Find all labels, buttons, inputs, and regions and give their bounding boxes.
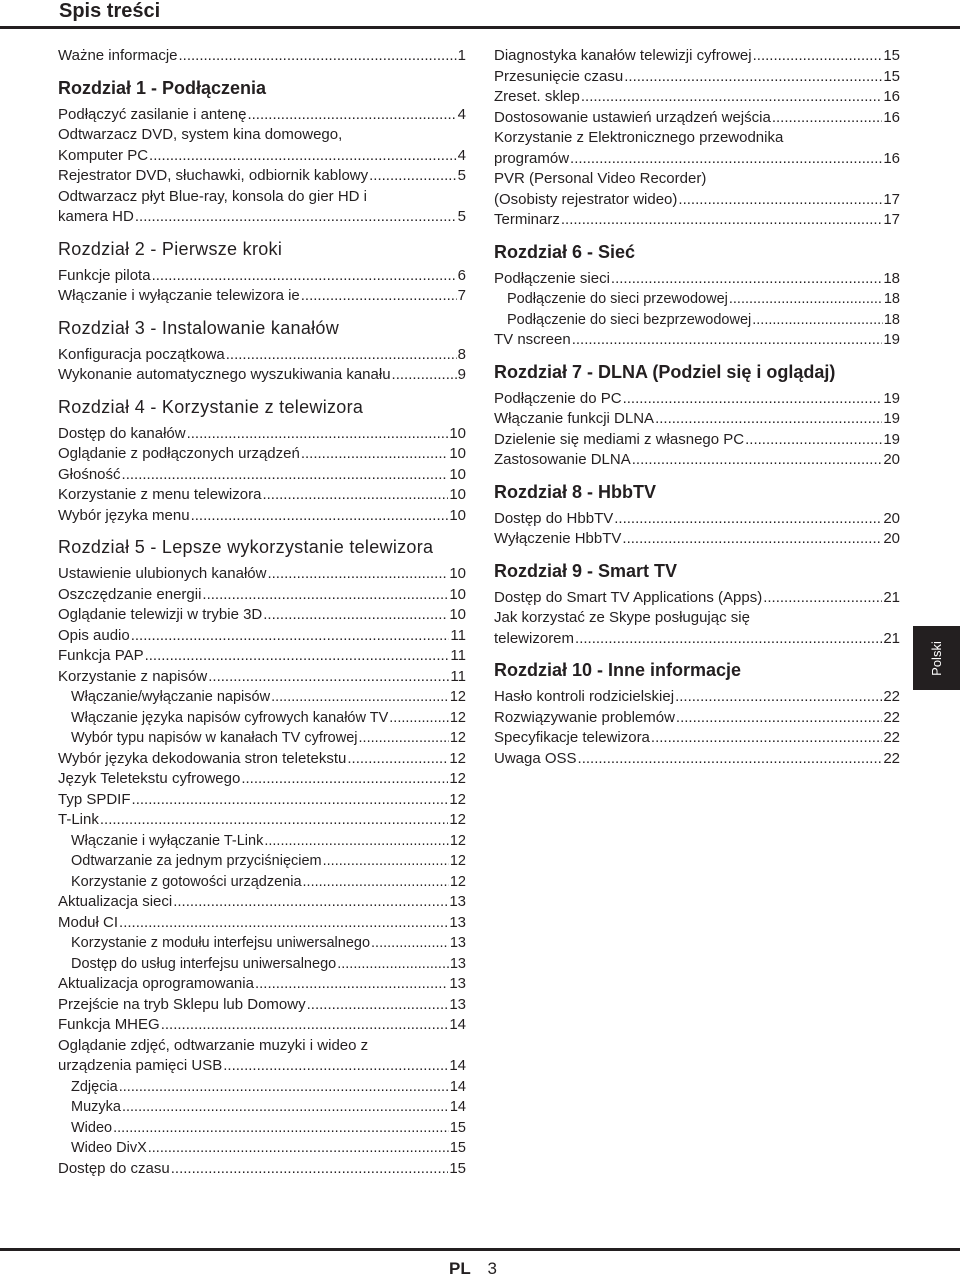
- dot-leader: [651, 728, 882, 749]
- toc-entry-text: Wideo: [71, 1119, 113, 1136]
- dot-leader: [337, 954, 449, 975]
- toc-page-number: 21: [883, 629, 900, 647]
- toc-entry[interactable]: [58, 286, 466, 307]
- toc-subentry[interactable]: [58, 933, 466, 954]
- dot-leader: [575, 629, 882, 650]
- toc-page-number: 10: [449, 445, 466, 462]
- chapter-heading: Rozdział 7 - DLNA (Podziel się i oglądaj): [494, 361, 836, 382]
- toc-entry-text: PVR (Personal Video Recorder): [494, 170, 707, 187]
- toc-entry[interactable]: [58, 892, 466, 913]
- toc-entry-text: Terminarz: [494, 211, 560, 228]
- dot-leader: [161, 1015, 449, 1036]
- toc-entry-text: Włączanie i wyłączanie T-Link: [71, 832, 264, 849]
- dot-leader: [223, 1056, 448, 1077]
- toc-page-number: 10: [449, 585, 466, 603]
- toc-left-column: [58, 46, 466, 1179]
- toc-page-number: 16: [883, 88, 900, 105]
- toc-entry-text: Wybór typu napisów w kanałach TV cyfrowej: [71, 730, 358, 746]
- dot-leader: [729, 289, 883, 310]
- toc-subentry[interactable]: [58, 1077, 466, 1098]
- dot-leader: [572, 330, 883, 351]
- toc-page-number: 13: [449, 935, 466, 951]
- toc-entry-text: Funkcja PAP: [58, 647, 144, 664]
- toc-page-number: 11: [450, 647, 466, 664]
- toc-entry[interactable]: [58, 626, 466, 647]
- toc-page-number: 21: [883, 588, 900, 606]
- dot-leader: [763, 588, 882, 609]
- toc-entry-text: Dzielenie się mediami z własnego PC: [494, 430, 745, 448]
- toc-entry-text: Włączanie funkcji DLNA: [494, 410, 655, 427]
- toc-entry[interactable]: [58, 506, 466, 527]
- language-side-tab: [913, 626, 960, 690]
- toc-entry[interactable]: [494, 149, 900, 170]
- dot-leader: [581, 87, 882, 108]
- dot-leader: [611, 269, 882, 290]
- toc-page-number: 19: [883, 331, 900, 348]
- toc-entry-text: Oglądanie telewizji w trybie 3D: [58, 606, 263, 623]
- toc-page-number: 10: [449, 606, 466, 623]
- toc-page-number: 10: [449, 486, 466, 503]
- toc-entry[interactable]: [58, 345, 466, 366]
- toc-entry[interactable]: [494, 210, 900, 231]
- dot-leader: [132, 790, 449, 811]
- dot-leader: [131, 626, 450, 647]
- toc-page-number: 10: [449, 506, 466, 524]
- chapter-heading: Rozdział 6 - Sieć: [494, 241, 636, 262]
- toc-entry[interactable]: [494, 108, 900, 129]
- toc-entry[interactable]: [494, 430, 900, 451]
- dot-leader: [208, 667, 449, 688]
- toc-page-number: 14: [449, 1099, 466, 1115]
- toc-page-number: 17: [883, 190, 900, 208]
- toc-entry[interactable]: [494, 588, 900, 609]
- toc-entry-line[interactable]: [494, 169, 900, 190]
- toc-entry-text: Ważne informacje: [58, 47, 178, 64]
- toc-page-number: 11: [450, 626, 466, 644]
- toc-entry[interactable]: [58, 146, 466, 167]
- toc-entry-text: Odtwarzanie za jednym przyciśnięciem: [71, 853, 322, 869]
- dot-leader: [570, 149, 882, 170]
- toc-entry[interactable]: [494, 708, 900, 729]
- toc-entry[interactable]: [58, 585, 466, 606]
- toc-entry[interactable]: [58, 749, 466, 770]
- toc-entry[interactable]: [58, 667, 466, 688]
- toc-entry-text: Dostęp do Smart TV Applications (Apps): [494, 588, 763, 606]
- chapter-heading: Rozdział 8 - HbbTV: [494, 481, 656, 502]
- toc-entry-text: Dostosowanie ustawień urządzeń wejścia: [494, 108, 771, 126]
- toc-entry-text: Włączanie i wyłączanie telewizora ie: [58, 287, 300, 304]
- chapter-heading: Rozdział 3 - Instalowanie kanałów: [58, 317, 340, 338]
- dot-leader: [247, 105, 456, 126]
- toc-entry-text: Wykonanie automatycznego wyszukiwania kanału: [58, 366, 391, 383]
- toc-page-number: 22: [883, 708, 900, 726]
- toc-subentry[interactable]: [494, 289, 900, 310]
- toc-right-column: [494, 46, 900, 769]
- toc-entry-text: Oszczędzanie energii: [58, 585, 202, 603]
- toc-entry[interactable]: [494, 728, 900, 749]
- toc-page-number: 15: [883, 47, 900, 64]
- toc-page-number: 15: [883, 67, 900, 85]
- toc-entry-text: Język Teletekstu cyfrowego: [58, 770, 241, 787]
- dot-leader: [173, 892, 448, 913]
- toc-entry-text: Opis audio: [58, 626, 130, 644]
- toc-entry-text: Muzyka: [71, 1099, 121, 1115]
- toc-page-number: 8: [457, 345, 466, 363]
- dot-leader: [578, 749, 883, 770]
- toc-subentry[interactable]: [58, 872, 466, 893]
- footer-rule: [0, 1248, 960, 1251]
- toc-subentry[interactable]: [58, 687, 466, 708]
- dot-leader: [255, 974, 448, 995]
- toc-page-number: 12: [449, 853, 466, 869]
- toc-entry[interactable]: [58, 913, 466, 934]
- toc-page-number: 1: [457, 47, 466, 64]
- dot-leader: [632, 450, 883, 471]
- toc-entry[interactable]: [494, 529, 900, 550]
- language-side-tab-label: Polski: [929, 640, 944, 676]
- toc-page-number: 12: [449, 790, 466, 808]
- toc-entry-text: Aktualizacja oprogramowania: [58, 975, 254, 992]
- toc-page-number: 12: [449, 730, 466, 746]
- dot-leader: [624, 67, 882, 88]
- toc-entry-text: Wybór języka dekodowania stron teletekstu: [58, 749, 347, 767]
- dot-leader: [100, 810, 448, 831]
- toc-entry[interactable]: [494, 389, 900, 410]
- dot-leader: [145, 646, 450, 667]
- toc-entry[interactable]: [58, 424, 466, 445]
- toc-page-number: 13: [449, 893, 466, 910]
- dot-leader: [271, 687, 449, 708]
- toc-entry[interactable]: [58, 810, 466, 831]
- dot-leader: [119, 913, 448, 934]
- dot-leader: [676, 708, 882, 729]
- dot-leader: [267, 564, 448, 585]
- dot-leader: [113, 1118, 449, 1139]
- dot-leader: [675, 687, 882, 708]
- toc-entry-text: Uwaga OSS: [494, 749, 577, 767]
- toc-entry[interactable]: [58, 485, 466, 506]
- dot-leader: [678, 190, 882, 211]
- toc-entry[interactable]: [494, 749, 900, 770]
- toc-entry[interactable]: [58, 605, 466, 626]
- dot-leader: [614, 509, 882, 530]
- toc-entry-line[interactable]: [58, 1036, 466, 1057]
- toc-page-number: 12: [449, 873, 466, 890]
- dot-leader: [359, 728, 449, 749]
- toc-entry[interactable]: [58, 564, 466, 585]
- toc-page-number: 13: [449, 913, 466, 931]
- toc-entry-text: Podłączenie do sieci przewodowej: [507, 291, 728, 307]
- toc-subentry[interactable]: [58, 831, 466, 852]
- page-number: 3: [487, 1259, 497, 1278]
- toc-entry-text: (Osobisty rejestrator wideo): [494, 190, 678, 208]
- toc-entry-text: kamera HD: [58, 208, 134, 225]
- toc-entry[interactable]: [58, 105, 466, 126]
- toc-entry[interactable]: [494, 46, 900, 67]
- dot-leader: [623, 389, 883, 410]
- toc-entry[interactable]: [58, 1056, 466, 1077]
- dot-leader: [745, 430, 882, 451]
- toc-page-number: 22: [883, 749, 900, 767]
- toc-entry-text: Korzystanie z gotowości urządzenia: [71, 873, 302, 890]
- toc-entry-text: Odtwarzacz DVD, system kina domowego,: [58, 126, 343, 143]
- toc-entry-text: programów: [494, 149, 570, 167]
- toc-entry[interactable]: [58, 974, 466, 995]
- dot-leader: [122, 1097, 449, 1118]
- toc-entry-text: Korzystanie z Elektronicznego przewodnika: [494, 129, 784, 146]
- toc-page-number: 13: [449, 955, 466, 972]
- toc-entry[interactable]: [494, 629, 900, 650]
- dot-leader: [772, 108, 883, 129]
- chapter-heading: Rozdział 2 - Pierwsze kroki: [58, 238, 283, 259]
- toc-entry-text: Wybór języka menu: [58, 506, 190, 524]
- toc-page-number: 12: [449, 832, 466, 849]
- toc-entry[interactable]: [58, 1159, 466, 1180]
- dot-leader: [264, 831, 449, 852]
- toc-entry-text: Moduł CI: [58, 913, 119, 931]
- toc-page-number: 15: [449, 1119, 466, 1136]
- dot-leader: [119, 1077, 449, 1098]
- toc-entry-text: Podłączenie sieci: [494, 269, 610, 287]
- dot-leader: [148, 1138, 449, 1159]
- toc-subentry[interactable]: [58, 708, 466, 729]
- toc-page-number: 12: [449, 709, 466, 726]
- dot-leader: [301, 286, 457, 307]
- dot-leader: [187, 424, 449, 445]
- toc-subentry[interactable]: [58, 1118, 466, 1139]
- toc-entry-text: Komputer PC: [58, 146, 149, 164]
- dot-leader: [392, 365, 457, 386]
- toc-entry[interactable]: [494, 269, 900, 290]
- toc-page-number: 7: [457, 287, 466, 304]
- toc-entry-text: Włączanie/wyłączanie napisów: [71, 689, 271, 705]
- toc-page-number: 15: [449, 1159, 466, 1177]
- toc-page-number: 10: [449, 565, 466, 582]
- page-title: Spis treści: [59, 0, 161, 22]
- toc-page-number: 20: [883, 509, 900, 527]
- toc-page-number: 12: [449, 770, 466, 787]
- toc-entry-text: Rozwiązywanie problemów: [494, 708, 675, 726]
- toc-entry[interactable]: [58, 46, 466, 67]
- toc-page-number: 18: [883, 269, 900, 287]
- dot-leader: [179, 46, 457, 67]
- toc-entry-text: Rejestrator DVD, słuchawki, odbiornik kablowy: [58, 167, 369, 184]
- toc-page-number: 13: [449, 975, 466, 992]
- toc-subentry[interactable]: [494, 310, 900, 331]
- dot-leader: [752, 310, 883, 331]
- toc-entry-text: Zreset. sklep: [494, 88, 580, 105]
- dot-leader: [303, 872, 449, 893]
- toc-entry[interactable]: [494, 509, 900, 530]
- toc-page-number: 5: [457, 167, 466, 184]
- toc-page-number: 10: [449, 424, 466, 442]
- toc-entry-text: Korzystanie z menu telewizora: [58, 486, 262, 503]
- toc-page-number: 18: [883, 291, 900, 307]
- toc-page-number: 18: [883, 311, 900, 328]
- toc-page-number: 12: [449, 749, 466, 767]
- toc-entry-text: Wideo DivX: [71, 1140, 147, 1156]
- toc-entry-text: Zdjęcia: [71, 1078, 118, 1095]
- toc-entry[interactable]: [58, 465, 466, 486]
- toc-entry[interactable]: [58, 1015, 466, 1036]
- dot-leader: [263, 605, 448, 626]
- toc-page-number: 12: [449, 689, 466, 705]
- footer-language: PL: [449, 1259, 471, 1278]
- toc-entry-text: Typ SPDIF: [58, 790, 131, 808]
- toc-entry-text: Podłączenie do sieci bezprzewodowej: [507, 311, 752, 328]
- toc-page-number: 19: [883, 410, 900, 427]
- toc-page-number: 9: [457, 366, 466, 383]
- dot-leader: [149, 146, 457, 167]
- dot-leader: [135, 207, 457, 228]
- toc-entry-text: Oglądanie z podłączonych urządzeń: [58, 445, 300, 462]
- toc-page-number: 13: [449, 995, 466, 1013]
- dot-leader: [152, 266, 457, 287]
- dot-leader: [371, 933, 449, 954]
- toc-entry-text: Odtwarzacz płyt Blue-ray, konsola do gier HD i: [58, 187, 368, 205]
- toc-subentry[interactable]: [58, 851, 466, 872]
- toc-page-number: 6: [457, 266, 466, 284]
- toc-entry-text: Funkcja MHEG: [58, 1016, 160, 1033]
- toc-page-number: 15: [449, 1140, 466, 1156]
- chapter-heading: Rozdział 4 - Korzystanie z telewizora: [58, 396, 364, 417]
- toc-page-number: 22: [883, 729, 900, 746]
- toc-page-number: 4: [457, 146, 466, 164]
- toc-subentry[interactable]: [58, 954, 466, 975]
- toc-subentry[interactable]: [58, 728, 466, 749]
- toc-entry[interactable]: [58, 646, 466, 667]
- toc-entry-text: Korzystanie z napisów: [58, 667, 208, 685]
- toc-entry[interactable]: [58, 769, 466, 790]
- toc-entry-text: Dostęp do kanałów: [58, 424, 186, 442]
- toc-entry[interactable]: [494, 190, 900, 211]
- toc-entry-text: Diagnostyka kanałów telewizji cyfrowej: [494, 47, 752, 64]
- chapter-heading: Rozdział 9 - Smart TV: [494, 560, 678, 581]
- toc-entry[interactable]: [58, 266, 466, 287]
- toc-entry-text: Hasło kontroli rodzicielskiej: [494, 688, 675, 705]
- chapter-heading: Rozdział 5 - Lepsze wykorzystanie telewizora: [58, 537, 434, 557]
- toc-entry-text: telewizorem: [494, 629, 575, 647]
- toc-entry[interactable]: [494, 409, 900, 430]
- toc-entry[interactable]: [494, 450, 900, 471]
- toc-entry[interactable]: [58, 207, 466, 228]
- toc-page-number: 4: [457, 105, 466, 123]
- toc-entry[interactable]: [494, 687, 900, 708]
- toc-entry-text: Przesunięcie czasu: [494, 67, 624, 85]
- toc-page-number: 14: [449, 1057, 466, 1074]
- toc-entry[interactable]: [494, 67, 900, 88]
- toc-entry-line[interactable]: [494, 128, 900, 149]
- toc-entry-text: TV nscreen: [494, 331, 571, 348]
- toc-entry[interactable]: [58, 365, 466, 386]
- dot-leader: [655, 409, 882, 430]
- toc-entry-text: Głośność: [58, 465, 121, 483]
- toc-entry-text: Wyłączenie HbbTV: [494, 530, 622, 547]
- toc-entry-text: T-Link: [58, 811, 99, 828]
- toc-page-number: 19: [883, 430, 900, 448]
- toc-entry-text: Włączanie języka napisów cyfrowych kanałów TV: [71, 709, 389, 726]
- toc-page-number: 5: [457, 208, 466, 225]
- dot-leader: [323, 851, 449, 872]
- toc-entry[interactable]: [494, 87, 900, 108]
- dot-leader: [191, 506, 449, 527]
- toc-subentry[interactable]: [58, 1097, 466, 1118]
- dot-leader: [171, 1159, 449, 1180]
- dot-leader: [226, 345, 457, 366]
- dot-leader: [241, 769, 448, 790]
- toc-page-number: 20: [883, 451, 900, 468]
- toc-entry-text: urządzenia pamięci USB: [58, 1057, 223, 1074]
- toc-entry-text: Dostęp do HbbTV: [494, 509, 614, 527]
- toc-entry-text: Ustawienie ulubionych kanałów: [58, 565, 267, 582]
- toc-entry[interactable]: [58, 444, 466, 465]
- toc-entry-text: Korzystanie z modułu interfejsu uniwersalnego: [71, 935, 371, 951]
- toc-page-number: 14: [449, 1016, 466, 1033]
- toc-page-number: 12: [449, 811, 466, 828]
- toc-entry-text: Konfiguracja początkowa: [58, 345, 225, 363]
- dot-leader: [389, 708, 449, 729]
- toc-page-number: 16: [883, 108, 900, 126]
- dot-leader: [202, 585, 448, 606]
- toc-entry-text: Specyfikacje telewizora: [494, 729, 650, 746]
- toc-entry-text: Funkcje pilota: [58, 266, 151, 284]
- toc-entry-line[interactable]: [58, 125, 466, 146]
- chapter-heading: Rozdział 1 - Podłączenia: [58, 77, 267, 98]
- dot-leader: [262, 485, 448, 506]
- toc-entry-text: Podłączenie do PC: [494, 389, 622, 407]
- chapter-heading: Rozdział 10 - Inne informacje: [494, 660, 742, 680]
- toc-entry-text: Dostęp do usług interfejsu uniwersalnego: [71, 955, 337, 972]
- toc-page-number: 10: [449, 465, 466, 483]
- dot-leader: [307, 995, 449, 1016]
- toc-page-number: 16: [883, 149, 900, 167]
- title-rule: [0, 26, 960, 29]
- toc-entry-text: Przejście na tryb Sklepu lub Domowy: [58, 995, 306, 1013]
- toc-page-number: 20: [883, 530, 900, 547]
- toc-entry-text: Jak korzystać ze Skype posługując się: [494, 609, 750, 626]
- dot-leader: [622, 529, 882, 550]
- dot-leader: [301, 444, 448, 465]
- dot-leader: [369, 166, 457, 187]
- toc-page-number: 17: [883, 211, 900, 228]
- toc-entry-text: Dostęp do czasu: [58, 1159, 170, 1177]
- dot-leader: [753, 46, 883, 67]
- toc-page-number: 11: [450, 667, 466, 685]
- toc-entry-text: Oglądanie zdjęć, odtwarzanie muzyki i wideo z: [58, 1036, 369, 1054]
- toc-page-number: 22: [883, 688, 900, 705]
- toc-page-number: 19: [883, 389, 900, 407]
- toc-entry-text: Aktualizacja sieci: [58, 893, 173, 910]
- toc-entry-line[interactable]: [58, 187, 466, 208]
- toc-entry[interactable]: [58, 995, 466, 1016]
- toc-entry-line[interactable]: [494, 608, 900, 629]
- toc-entry[interactable]: [58, 166, 466, 187]
- dot-leader: [561, 210, 882, 231]
- toc-page-number: 14: [449, 1078, 466, 1095]
- dot-leader: [122, 465, 449, 486]
- toc-entry-text: Zastosowanie DLNA: [494, 451, 631, 468]
- dot-leader: [347, 749, 448, 770]
- toc-entry[interactable]: [58, 790, 466, 811]
- toc-entry[interactable]: [494, 330, 900, 351]
- toc-subentry[interactable]: [58, 1138, 466, 1159]
- toc-entry-text: Podłączyć zasilanie i antenę: [58, 105, 247, 123]
